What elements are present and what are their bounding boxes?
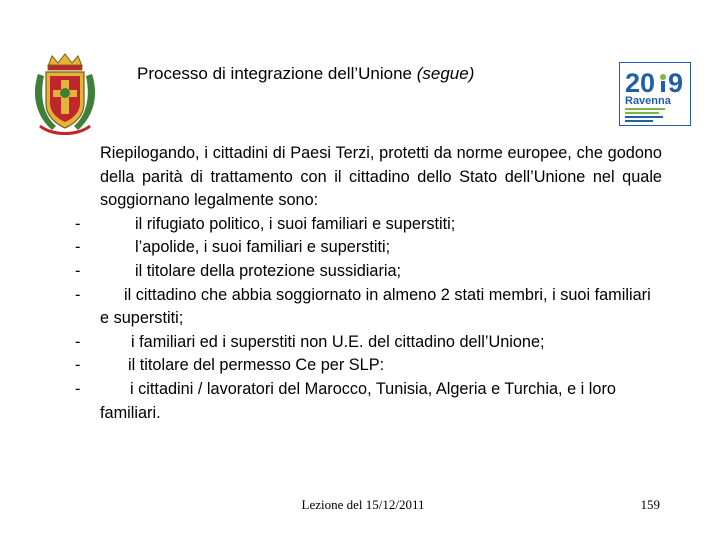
bullet-dash: - <box>75 379 81 398</box>
slide-title <box>137 64 607 84</box>
logo-dot-one <box>660 74 666 80</box>
list-item-text: il cittadino che abbia soggiornato in almeno 2 stati membri, i suoi familiari e superstiti; <box>100 285 651 328</box>
bullet-dash: - <box>75 332 81 351</box>
list-item <box>75 284 662 331</box>
intro-paragraph: Riepilogando, i cittadini di Paesi Terzi, protetti da norme europee, che godono della parità di trattamento con il cittadino dello Stato dell’Unione nel quale soggiornano legalmente sono: <box>100 144 662 210</box>
bullet-dash: - <box>75 285 81 304</box>
bullet-dash: - <box>75 238 81 257</box>
list-item <box>75 378 662 425</box>
list-item-text: il rifugiato politico, i suoi familiari e superstiti; <box>135 214 456 233</box>
logo-year-left: 20 <box>625 68 656 98</box>
list-item <box>75 260 662 284</box>
footer-date: Lezione del 15/12/2011 <box>301 497 425 512</box>
list-item <box>75 331 662 355</box>
list-item <box>75 354 662 378</box>
list-item-text: i cittadini / lavoratori del Marocco, Tunisia, Algeria e Turchia, e i loro familiari. <box>100 379 616 422</box>
slide-body <box>75 142 662 425</box>
coat-of-arms-icon <box>30 52 100 136</box>
list-item-text: i familiari ed i superstiti non U.E. del cittadino dell’Unione; <box>131 332 545 351</box>
logo-city: Ravenna <box>625 95 671 107</box>
slide-title-main: Processo di integrazione dell’Unione <box>137 64 412 83</box>
bullet-dash: - <box>75 356 81 375</box>
bullet-dash: - <box>75 214 81 233</box>
list-item <box>75 213 662 237</box>
list-item <box>75 236 662 260</box>
list-item-text: il titolare della protezione sussidiaria; <box>135 261 402 280</box>
list-item-text: l’apolide, i suoi familiari e superstiti; <box>135 238 391 257</box>
page-number: 159 <box>640 497 660 512</box>
ravenna-2019-logo <box>619 62 691 126</box>
list-item-text: il titolare del permesso Ce per SLP: <box>128 356 385 375</box>
logo-year-right: 9 <box>668 68 684 98</box>
bullet-dash: - <box>75 261 81 280</box>
slide-title-suffix: (segue) <box>416 64 475 83</box>
